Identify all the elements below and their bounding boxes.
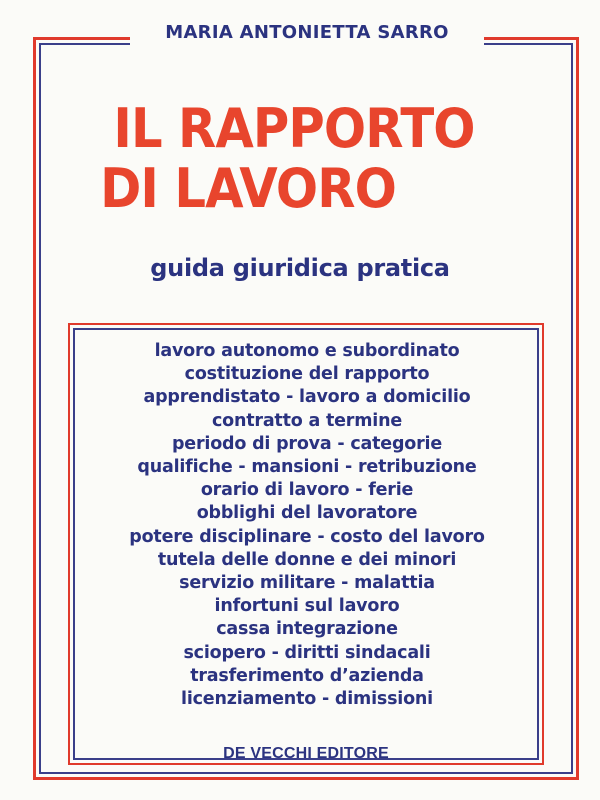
topic-item: cassa integrazione	[216, 619, 398, 640]
topics-list	[72, 340, 542, 711]
topic-item: qualifiche - mansioni - retribuzione	[137, 457, 477, 478]
topic-item: infortuni sul lavoro	[214, 596, 400, 617]
topic-item: contratto a termine	[211, 410, 403, 431]
topic-item: potere disciplinare - costo del lavoro	[129, 526, 485, 547]
topic-item: licenziamento - dimissioni	[181, 689, 433, 710]
publisher-name: DE VECCHI EDITORE	[223, 745, 389, 762]
topic-item: servizio militare - malattia	[179, 573, 435, 594]
topic-item: orario di lavoro - ferie	[200, 480, 414, 501]
topic-item: trasferimento d’azienda	[190, 665, 424, 686]
author-name: MARIA ANTONIETTA SARRO	[130, 21, 484, 45]
title-line-1: IL RAPPORTO	[113, 97, 475, 160]
topic-item: lavoro autonomo e subordinato	[154, 341, 460, 361]
topic-item: apprendistato - lavoro a domicilio	[143, 387, 471, 408]
subtitle: guida giuridica pratica	[150, 254, 450, 282]
topic-item: obblighi del lavoratore	[196, 503, 418, 524]
topic-item: periodo di prova - categorie	[171, 433, 443, 454]
title-line-2: DI LAVORO	[100, 157, 396, 220]
topic-item: sciopero - diritti sindacali	[183, 642, 431, 663]
topic-item: costituzione del rapporto	[184, 364, 430, 385]
topic-item: tutela delle donne e dei minori	[157, 549, 457, 570]
